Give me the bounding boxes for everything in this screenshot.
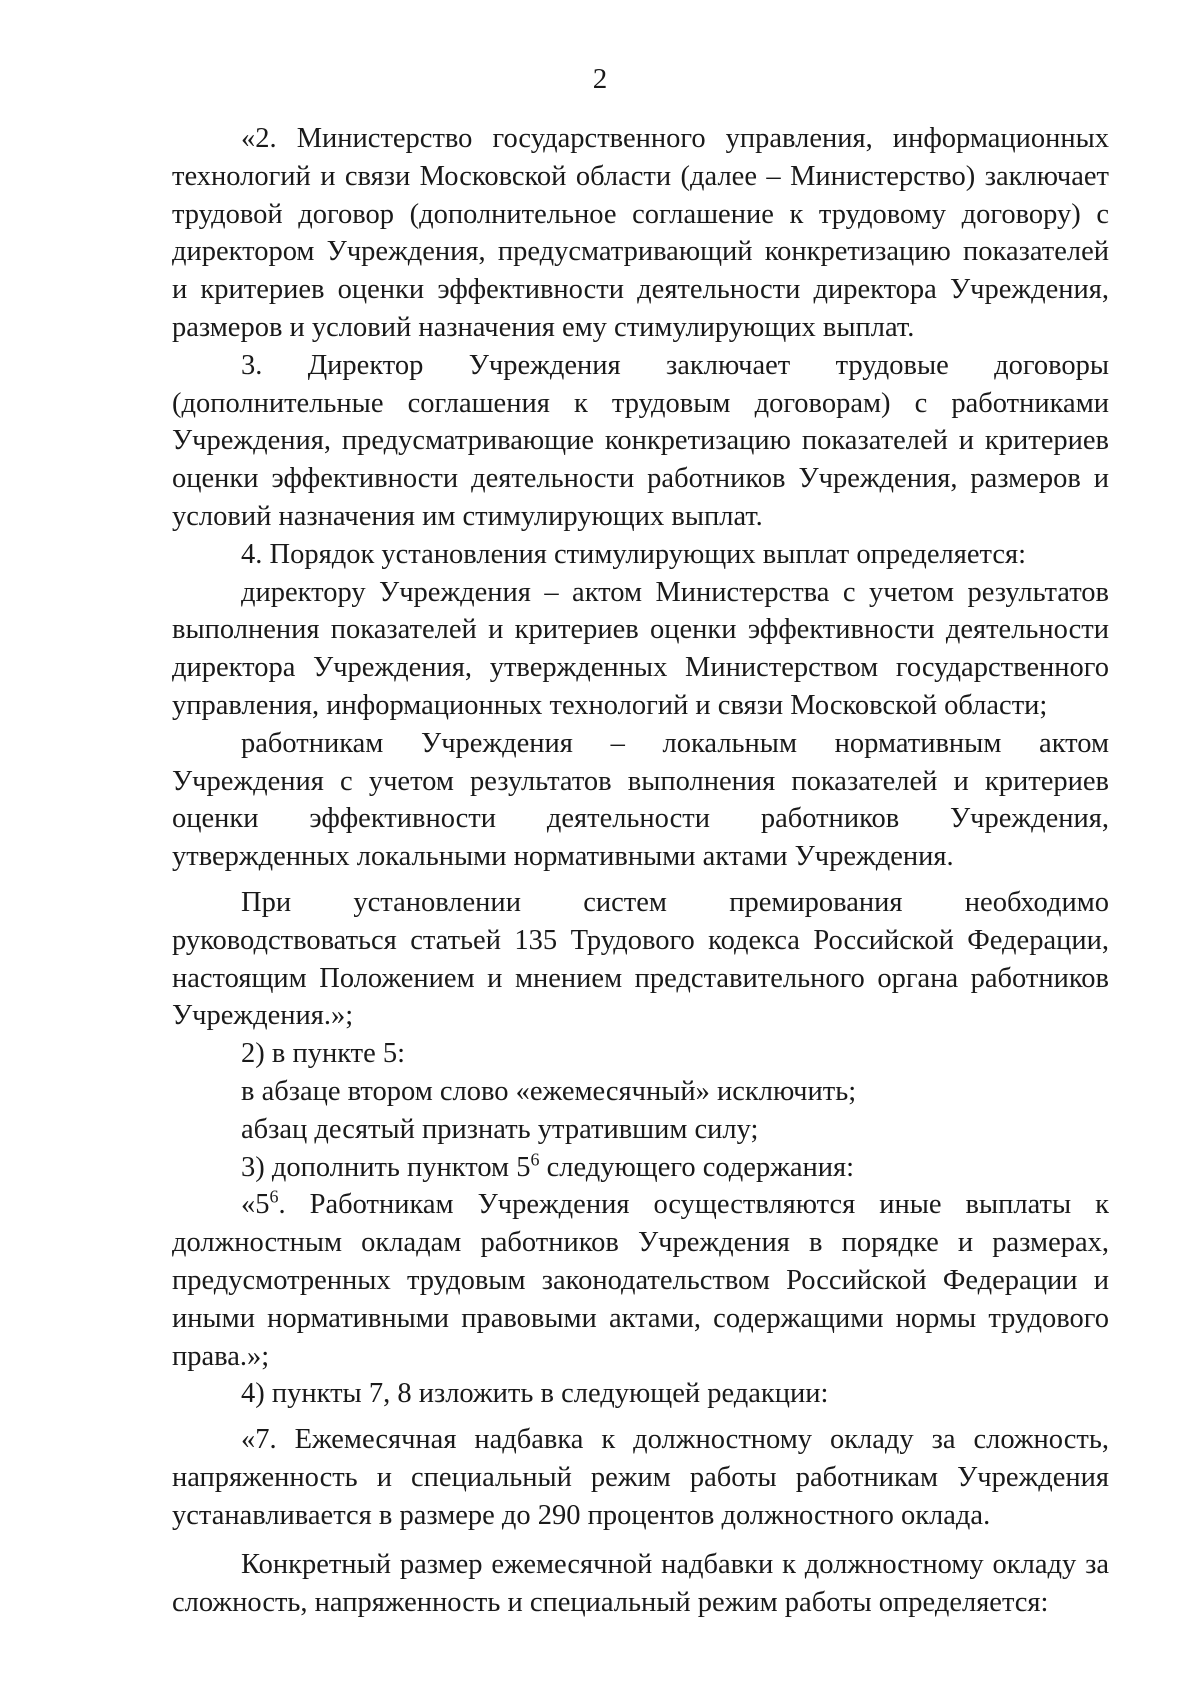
other-payments-text: . Работникам Учреждения осуществляются иные выплаты к должностным окладам работников Учреждения в порядке и размерах, предусмотренных трудовым законодательством Российской Федерации и иными нормативными правовыми актами, содержащими нормы трудового права.»; [172,1189,1109,1372]
document-body [172,120,1109,1622]
paragraph-director-payments: директору Учреждения – актом Министерства с учетом результатов выполнения показателей и критериев оценки эффективности деятельности директора Учреждения, утвержденных Министерством государственного управления, информационных технологий и связи Московской области; [172,576,1109,721]
paragraph-allowance-size: Конкретный размер ежемесячной надбавки к должностному окладу за сложность, напряженность и специальный режим работы определяется: [172,1549,1109,1619]
other-payments-start: «5 [241,1189,270,1221]
add-point-superscript: 6 [530,1149,540,1170]
paragraph-director-contracts: 3. Директор Учреждения заключает трудовые договоры (дополнительные соглашения к трудовым договорам) с работниками Учреждения, предусматривающие конкретизацию показателей и критериев оценки эффективности деятельности работников Учреждения, размеров и условий назначения им стимулирующих выплат. [172,349,1109,532]
list-item-paragraph-ten: абзац десятый признать утратившим силу; [241,1113,759,1145]
paragraph-ministry-contract: «2. Министерство государственного управления, информационных технологий и связи Московской области (далее – Министерство) заключает трудовой договор (дополнительное соглашение к трудовому договору) с директором Учреждения, предусматривающий конкретизацию показателей и критериев оценки эффективности деятельности директора Учреждения, размеров и условий назначения ему стимулирующих выплат. [172,123,1109,343]
page-number: 2 [592,63,608,95]
list-item-add-point [172,1149,1109,1187]
list-item-point-5: 2) в пункте 5: [241,1038,406,1070]
paragraph-other-payments [172,1186,1109,1375]
list-item-points-7-8: 4) пункты 7, 8 изложить в следующей редакции: [241,1378,829,1410]
paragraph-employee-payments: работникам Учреждения – локальным нормативным актом Учреждения с учетом результатов выполнения показателей и критериев оценки эффективности деятельности работников Учреждения, утвержденных локальными нормативными актами Учреждения. [172,727,1109,873]
add-point-text-end: следующего содержания: [539,1151,855,1183]
list-item-paragraph-two: в абзаце втором слово «ежемесячный» исключить; [241,1075,857,1107]
paragraph-payment-procedure: 4. Порядок установления стимулирующих выплат определяется: [241,538,1027,570]
other-payments-superscript: 6 [269,1186,279,1207]
paragraph-monthly-allowance: «7. Ежемесячная надбавка к должностному окладу за сложность, напряженность и специальный режим работы работникам Учреждения устанавливается в размере до 290 процентов должностного оклада. [172,1424,1109,1531]
paragraph-bonus-systems: При установлении систем премирования необходимо руководствоваться статьей 135 Трудового кодекса Российской Федерации, настоящим Положением и мнением представительного органа работников Учреждения.»; [172,886,1109,1032]
add-point-text: 3) дополнить пунктом 5 [241,1151,531,1183]
